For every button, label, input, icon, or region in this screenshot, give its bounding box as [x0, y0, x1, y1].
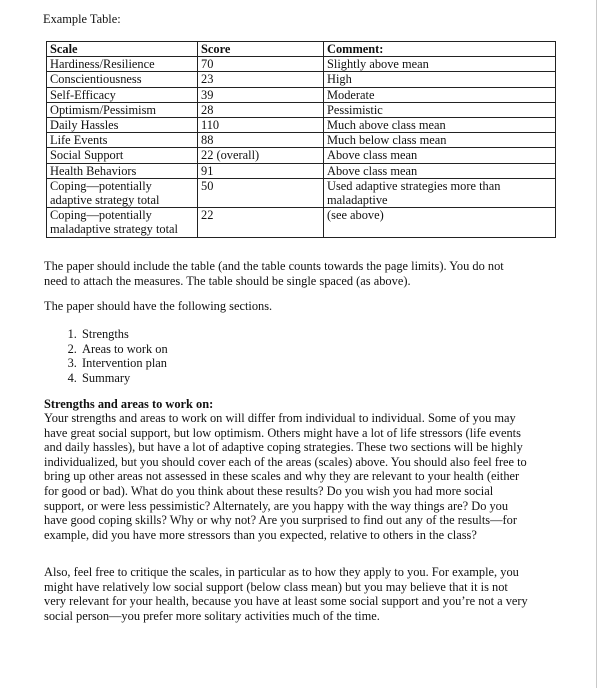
list-item: 2. Areas to work on [80, 342, 380, 357]
comment-cell: (see above) [324, 208, 556, 237]
sections-intro-paragraph: The paper should have the following sections. [44, 299, 273, 313]
critique-paragraph: Also, feel free to critique the scales, in particular as to how they apply to you. For example, you might have relatively low social support (below class mean) but you may believe that it is not very relevant for your health, because you have at least some social support and you’re not a very social person—you prefer more solitary activities much of the time. [44, 565, 528, 623]
scale-cell: Coping—potentially maladaptive strategy total [47, 208, 198, 237]
header-score: Score [198, 42, 324, 57]
comment-cell: Slightly above mean [324, 57, 556, 72]
scale-cell: Conscientiousness [47, 72, 198, 87]
table-row [47, 163, 556, 178]
example-table-label: Example Table: [43, 12, 121, 26]
table-row [47, 118, 556, 133]
score-cell: 50 [198, 178, 324, 207]
scale-cell: Hardiness/Resilience [47, 57, 198, 72]
score-cell: 22 [198, 208, 324, 237]
score-cell: 22 (overall) [198, 148, 324, 163]
scale-cell: Life Events [47, 133, 198, 148]
scale-cell: Coping—potentially adaptive strategy total [47, 178, 198, 207]
table-row [47, 57, 556, 72]
header-comment: Comment: [324, 42, 556, 57]
table-row [47, 148, 556, 163]
comment-cell: Pessimistic [324, 102, 556, 117]
sections-list [44, 327, 380, 385]
header-scale: Scale [47, 42, 198, 57]
score-cell: 28 [198, 102, 324, 117]
list-item: 3. Intervention plan [80, 356, 380, 371]
comment-cell: Moderate [324, 87, 556, 102]
score-cell: 88 [198, 133, 324, 148]
strengths-paragraph: Your strengths and areas to work on will differ from individual to individual. Some of you may have great social support, but low optimism. Others might have a lot of life stressors (life events and daily hassles), but have a lot of adaptive coping strategies. These two sections will be highly individualized, but you should cover each of the areas (scales) above. You should also feel free to bring up other areas not assessed in these scales and why they are relevant to your health (either for good or bad). What do you think about these results? Do you wish you had more social support, or were less pessimistic? Alternately, are you happy with the way things are? Do you have good coping skills? Why or why not? Are you surprised to find out any of the results—for example, did you have more stressors than you expected, relative to others in the class? [44, 411, 527, 542]
table-row [47, 133, 556, 148]
table-row [47, 178, 556, 207]
score-cell: 23 [198, 72, 324, 87]
comment-cell: Above class mean [324, 148, 556, 163]
scores-table [46, 41, 556, 238]
table-row [47, 102, 556, 117]
scale-cell: Self-Efficacy [47, 87, 198, 102]
comment-cell: Used adaptive strategies more than maladaptive [324, 178, 556, 207]
score-cell: 91 [198, 163, 324, 178]
table-note-paragraph: The paper should include the table (and the table counts towards the page limits). You do not need to attach the measures. The table should be single spaced (as above). [44, 259, 504, 288]
comment-cell: High [324, 72, 556, 87]
comment-cell: Much below class mean [324, 133, 556, 148]
comment-cell: Much above class mean [324, 118, 556, 133]
table-header-row [47, 42, 556, 57]
score-cell: 110 [198, 118, 324, 133]
table-row [47, 87, 556, 102]
comment-cell: Above class mean [324, 163, 556, 178]
scale-cell: Daily Hassles [47, 118, 198, 133]
score-cell: 39 [198, 87, 324, 102]
list-item: 4. Summary [80, 371, 380, 386]
score-cell: 70 [198, 57, 324, 72]
strengths-heading: Strengths and areas to work on: [44, 397, 214, 411]
scale-cell: Health Behaviors [47, 163, 198, 178]
scale-cell: Optimism/Pessimism [47, 102, 198, 117]
table-row [47, 208, 556, 237]
list-item: 1. Strengths [80, 327, 380, 342]
table-row [47, 72, 556, 87]
page-edge-divider [596, 0, 597, 688]
scale-cell: Social Support [47, 148, 198, 163]
